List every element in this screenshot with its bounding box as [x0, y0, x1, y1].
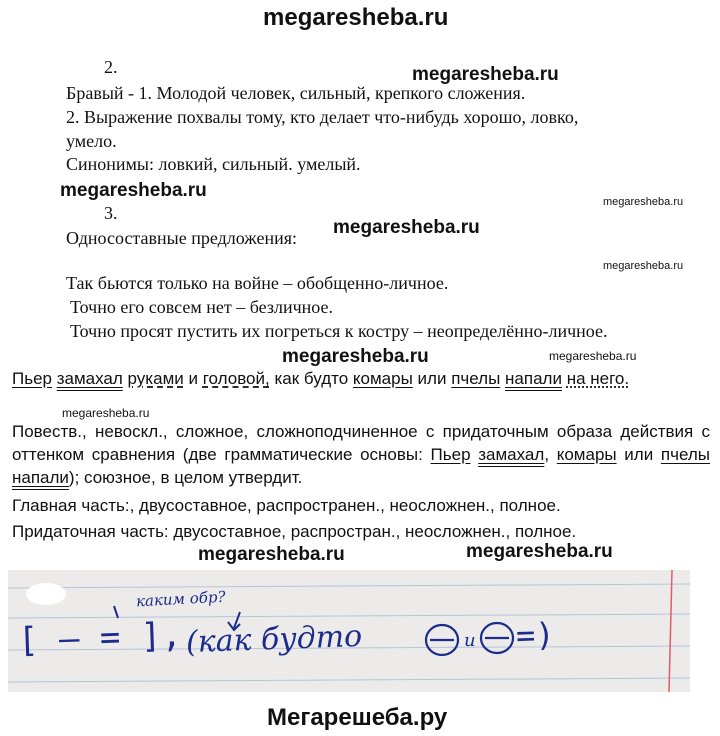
blur-spot — [26, 583, 66, 605]
conjunction-word: или — [417, 369, 447, 388]
definition-line-1: Бравый - 1. Молодой человек, сильный, крепкого сложения. — [66, 83, 526, 103]
sub-clause-end: =) — [515, 615, 556, 655]
watermark: megaresheba.ru — [198, 544, 345, 565]
object-word: на него. — [566, 369, 630, 388]
parsed-sentence — [12, 369, 629, 389]
watermark: megaresheba.ru — [282, 346, 429, 367]
watermark-small: megaresheba.ru — [603, 260, 684, 272]
object-word: руками — [127, 369, 184, 388]
handwritten-note: каким обр? — [135, 587, 226, 611]
watermark: megaresheba.ru — [60, 180, 207, 201]
analysis-paragraph: Повеств., невоскл., сложное, сложноподчиненное с придаточным образа действия с оттенком сравнения (две грамматические основы: Пьер замахал, комары или пчелы напали); союзное, в целом утвердит. — [12, 422, 710, 487]
footer-site-name[interactable]: Мегарешеба.ру — [267, 704, 448, 731]
object-word: головой, — [202, 369, 270, 388]
definition-line-3: умело. — [66, 131, 117, 151]
sub-clause-scheme: (как будто — [185, 618, 363, 661]
subject-word: комары — [352, 369, 413, 388]
main-part-line: Главная часть:, двусоставное, распространен., неосложнен., полное. — [12, 496, 561, 515]
task-number-3: 3. — [104, 203, 118, 223]
watermark-small: megaresheba.ru — [62, 406, 150, 420]
subject-word: Пьер — [12, 369, 52, 388]
example-line-3: Точно просят пустить их погреться к костру – неопределённо-личное. — [70, 321, 608, 341]
conjunction-word: как будто — [274, 369, 349, 388]
example-line-2: Точно его совсем нет – безличное. — [70, 297, 333, 317]
sub-part-line: Придаточная часть: двусоставное, распростран., неосложнен., полное. — [12, 522, 577, 541]
synonyms-line: Синонимы: ловкий, сильный. умелый. — [66, 154, 361, 174]
watermark: megaresheba.ru — [466, 541, 613, 562]
section-heading: Односоставные предложения: — [66, 228, 298, 248]
predicate-word: напали — [505, 369, 562, 388]
sentence-scheme-photo — [8, 570, 690, 692]
watermark: megaresheba.ru — [412, 64, 559, 85]
watermark-small: megaresheba.ru — [549, 349, 637, 363]
subject-word: пчелы — [451, 369, 501, 388]
definition-line-2: 2. Выражение похвалы тому, кто делает что-нибудь хорошо, ловко, — [66, 107, 579, 127]
watermark-small: megaresheba.ru — [603, 196, 684, 208]
predicate-word: замахал — [56, 369, 123, 388]
watermark: megaresheba.ru — [333, 217, 480, 238]
site-title[interactable]: megaresheba.ru — [263, 4, 449, 31]
sub-clause-conjunction: и — [464, 630, 476, 651]
example-line-1: Так бьются только на войне – обобщенно-личное. — [66, 273, 449, 293]
main-clause-scheme: [ — = ], — [17, 615, 183, 661]
task-number-2: 2. — [104, 57, 118, 77]
conjunction-word: и — [188, 369, 198, 388]
